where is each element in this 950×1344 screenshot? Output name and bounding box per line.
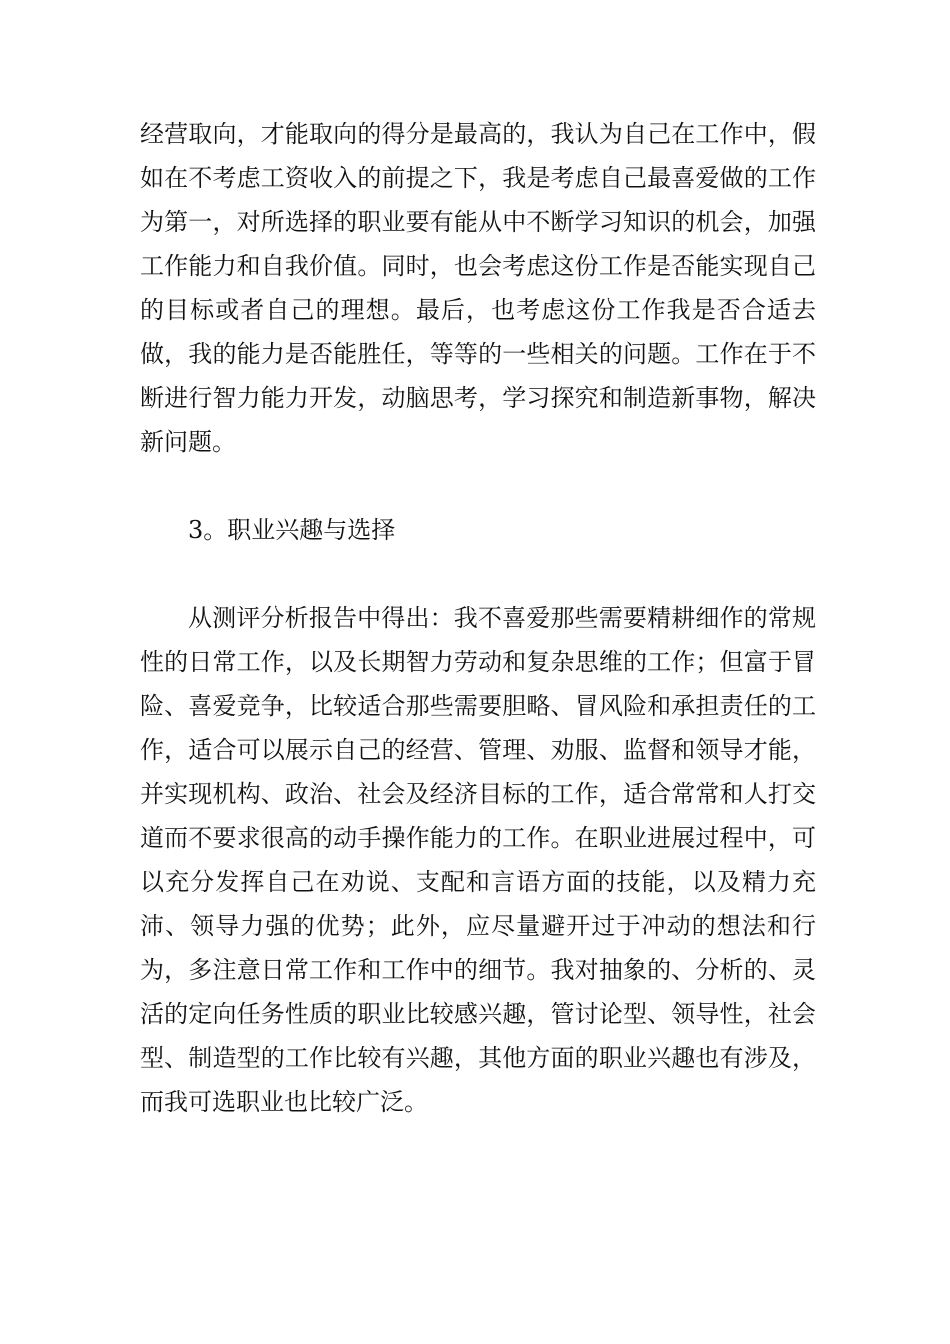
paragraph-line: 沛、领导力强的优势；此外，应尽量避开过于冲动的想法和行 xyxy=(140,912,816,940)
document-body xyxy=(140,112,816,1124)
paragraph-line: 险、喜爱竞争，比较适合那些需要胆略、冒风险和承担责任的工 xyxy=(140,692,816,720)
paragraph-line: 的目标或者自己的理想。最后，也考虑这份工作我是否合适去 xyxy=(140,296,816,324)
paragraph-line: 作，适合可以展示自己的经营、管理、劝服、监督和领导才能， xyxy=(140,736,816,764)
paragraph-spacer xyxy=(140,552,816,596)
paragraph-line: 工作能力和自我价值。同时，也会考虑这份工作是否能实现自己 xyxy=(140,252,816,280)
paragraph-line: 性的日常工作，以及长期智力劳动和复杂思维的工作；但富于冒 xyxy=(140,648,816,676)
paragraph-career-interest xyxy=(140,596,816,1124)
paragraph-line: 经营取向，才能取向的得分是最高的，我认为自己在工作中，假 xyxy=(140,120,816,148)
section-heading: 3。职业兴趣与选择 xyxy=(188,516,396,544)
paragraph-line: 型、制造型的工作比较有兴趣，其他方面的职业兴趣也有涉及， xyxy=(140,1044,816,1072)
paragraph-line: 为第一，对所选择的职业要有能从中不断学习知识的机会，加强 xyxy=(140,208,816,236)
paragraph-line: 新问题。 xyxy=(140,428,236,456)
paragraph-line: 活的定向任务性质的职业比较感兴趣，管讨论型、领导性，社会 xyxy=(140,1000,816,1028)
paragraph-career-orientation xyxy=(140,112,816,464)
paragraph-line: 从测评分析报告中得出：我不喜爱那些需要精耕细作的常规 xyxy=(188,604,816,632)
paragraph-line: 而我可选职业也比较广泛。 xyxy=(140,1088,428,1116)
paragraph-spacer xyxy=(140,464,816,508)
paragraph-line: 如在不考虑工资收入的前提之下，我是考虑自己最喜爱做的工作 xyxy=(140,164,816,192)
paragraph-line: 以充分发挥自己在劝说、支配和言语方面的技能，以及精力充 xyxy=(140,868,816,896)
paragraph-line: 做，我的能力是否能胜任，等等的一些相关的问题。工作在于不 xyxy=(140,340,816,368)
paragraph-line: 断进行智力能力开发，动脑思考，学习探究和制造新事物，解决 xyxy=(140,384,816,412)
paragraph-line: 为，多注意日常工作和工作中的细节。我对抽象的、分析的、灵 xyxy=(140,956,816,984)
paragraph-line: 并实现机构、政治、社会及经济目标的工作，适合常常和人打交 xyxy=(140,780,816,808)
paragraph-line: 道而不要求很高的动手操作能力的工作。在职业进展过程中，可 xyxy=(140,824,816,852)
